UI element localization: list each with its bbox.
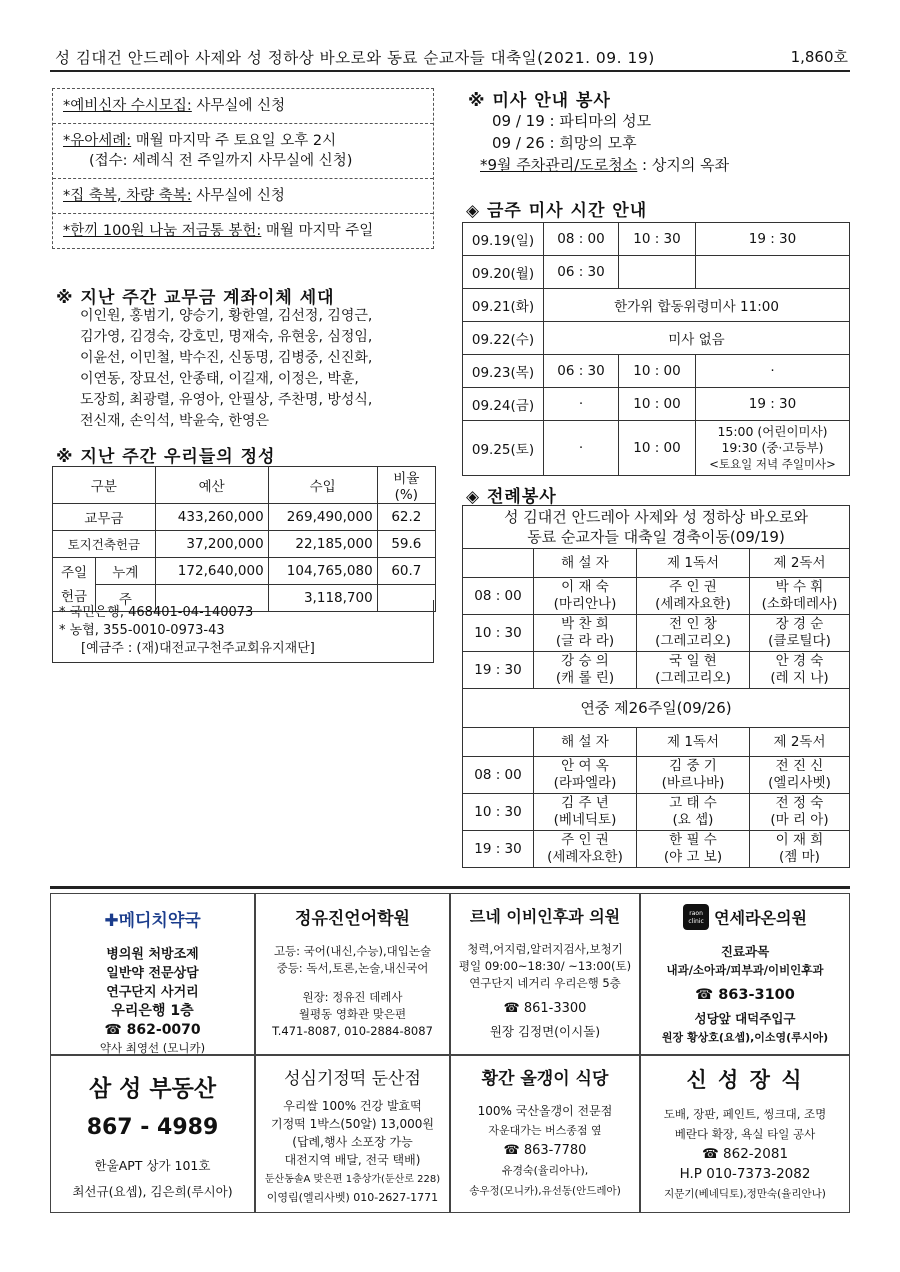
table-row: 09.19(일) 08 : 00 10 : 30 19 : 30 <box>463 223 850 256</box>
bulletin-title: 성 김대건 안드레아 사제와 성 정하상 바오로와 동료 순교자들 대축일(2021. 09. 19) <box>55 49 655 67</box>
table-row: 09.22(수) 미사 없음 <box>463 322 850 355</box>
table-row: 19 : 30 주 인 권 (세례자요한) 한 필 수 (야 고 보) 이 재 희 (젬 마) <box>463 831 850 868</box>
ad-rice-cake: 성심기정떡 둔산점 우리쌀 100% 건강 발효떡 기정떡 1박스(50알) 13,000원 (답례,행사 소포장 가능 대전지역 배달, 전국 택배) 둔산동솔A 맞은편 1층상가(둔산로 228) 이영림(엘리사벳) 010-2627-1771 <box>255 1055 450 1213</box>
table-row: 10 : 30 박 찬 희 (글 라 라) 전 인 창 (그레고리오) 장 경 순 (클로틸다) <box>463 615 850 652</box>
bank-account-notes: * 국민은행, 468401-04-140073 * 농협, 355-0010-0973-43 [예금주 : (재)대전교구천주교회유지재단] <box>52 600 434 663</box>
finance-table: 구분 예산 수입 비율(%) 교무금 433,260,000 269,490,000 62.2 토지건축헌금 37,200,000 22,185,000 59.6 주일 헌금 누계 172,640,000 104,765,080 60.7 주 3,118,700 <box>52 466 436 612</box>
notice-donation: *한끼 100원 나눔 저금통 봉헌: 매월 마지막 주일 <box>63 223 374 239</box>
transfer-title: ※ 지난 주간 교무금 계좌이체 세대 <box>56 288 335 308</box>
ad-language-academy: 정유진언어학원 고등: 국어(내신,수능),대입논술 중등: 독서,토론,논술,내신국어 원장: 정유진 데레사 월평동 영화관 맞은편 T.471-8087, 010-2884-8087 <box>255 893 450 1055</box>
schedule-title: ◈ 금주 미사 시간 안내 <box>466 201 648 221</box>
issue-number: 1,860호 <box>790 48 848 66</box>
table-row: 10 : 30 김 주 년 (베네딕토) 고 태 수 (요 셉) 전 정 숙 (마 리 아) <box>463 794 850 831</box>
table-row: 08 : 00 이 재 숙 (마리안나) 주 인 권 (세례자요한) 박 수 휘 (소화데레사) <box>463 578 850 615</box>
cross-icon: ✚ <box>104 911 119 931</box>
table-row: 주일 헌금 누계 172,640,000 104,765,080 60.7 <box>53 558 436 585</box>
notice-catechumen: *예비신자 수시모집: 사무실에 신청 <box>53 89 433 124</box>
table-row: 19 : 30 강 승 의 (캐 롤 린) 국 일 현 (그레고리오) 안 경 숙 (레 지 나) <box>463 652 850 689</box>
ads-section <box>50 893 850 1215</box>
table-row: 교무금 433,260,000 269,490,000 62.2 <box>53 504 436 531</box>
table-row: 08 : 00 안 여 옥 (라파엘라) 김 중 기 (바르나바) 전 진 신 (엘리사벳) <box>463 757 850 794</box>
table-row: 토지건축헌금 37,200,000 22,185,000 59.6 <box>53 531 436 558</box>
table-row: 09.23(목) 06 : 30 10 : 00 · <box>463 355 850 388</box>
notice-blessing: *집 축복, 차량 축복: 사무실에 신청 <box>53 179 433 214</box>
ad-real-estate: 삼 성 부동산 867 - 4989 한울APT 상가 101호 최선규(요셉), 김은희(루시아) <box>50 1055 255 1213</box>
ad-yonsei-raon-clinic: raon clinic 연세라온의원 진료과목 내과/소아과/피부과/이비인후과 ☎ 863-3100 성당앞 대덕주입구 원장 황상호(요셉),이소영(루시아) <box>640 893 850 1055</box>
transfer-names: 이인원, 홍범기, 양승기, 황한열, 김선정, 김영근, 김가영, 김경숙, 강호민, 명재숙, 유현웅, 심정임, 이윤선, 이민철, 박수진, 신동명, 김병중, 신진화, 이연동, 장묘선, 안종태, 이길재, 이정은, 박훈, 도장희, 최광렬, 유영아, 안필상, 주찬명, 방성식, 전신재, 손익석, 박윤숙, 한영은 <box>80 308 373 429</box>
mass-service-title: ※ 미사 안내 봉사 <box>468 91 611 111</box>
notice-infant-baptism: *유아세례: 매월 마지막 주 토요일 오후 2시 (접수: 세례식 전 주일까지 사무실에 신청) <box>53 124 433 179</box>
table-row: 09.21(화) 한가위 합동위령미사 11:00 <box>463 289 850 322</box>
ad-pharmacy: ✚메디치약국 병의원 처방조제 일반약 전문상담 연구단지 사거리 우리은행 1층 ☎ 862-0070 약사 최영선 (모니카) <box>50 893 255 1055</box>
table-row: 주 3,118,700 <box>53 585 436 612</box>
table-row: 09.20(월) 06 : 30 <box>463 256 850 289</box>
finance-title: ※ 지난 주간 우리들의 정성 <box>56 447 276 467</box>
ads-divider <box>50 886 850 889</box>
ad-ent-clinic: 르네 이비인후과 의원 청력,어지럼,알러지검사,보청기 평일 09:00~18:30/ ~13:00(토) 연구단지 네거리 우리은행 5층 ☎ 861-3300 원장 김정면(이시돌) <box>450 893 640 1055</box>
notice-box <box>52 88 434 249</box>
liturgy-table: 성 김대건 안드레아 사제와 성 정하상 바오로와 동료 순교자들 대축일 경축이동(09/19) 해 설 자 제 1독서 제 2독서 08 : 00 이 재 숙 (마리안나) 주 인 권 (세례자요한) 박 수 휘 (소화데레사) 10 : 30 박 찬 희 (글 라 라) 전 인 창 (그레고리오) 장 경 순 (클로틸다) 19 : 30 강 승 의 (캐 롤 린) 국 일 현 (그레고리오) 안 경 숙 (레 지 나) 연중 제26주일(09/26) 해 설 자 제 1독서 제 2독서 08 : 00 안 여 옥 (라파엘라) 김 중 기 (바르나바) 전 진 신 (엘리사벳) 10 : 30 김 주 년 (베네딕토) 고 태 수 (요 셉) 전 정 숙 (마 리 아) 19 : 30 주 인 권 (세례자요한) 한 필 수 (야 고 보) 이 재 희 (젬 마) <box>462 505 850 868</box>
mass-service-list: 09 / 19 : 파티마의 성모 09 / 26 : 희망의 모후 *9월 주차관리/도로청소 : 상지의 옥좌 <box>480 112 730 174</box>
ad-restaurant: 황간 올갱이 식당 100% 국산올갱이 전문점 자운대가는 버스종점 옆 ☎ 863-7780 유경숙(율리아나), 송우정(모니카),유선동(안드레아) <box>450 1055 640 1213</box>
table-row: 09.25(토) · 10 : 00 15:00 (어린이미사) 19:30 (중·고등부) <토요일 저녁 주일미사> <box>463 421 850 476</box>
ad-interior: 신 성 장 식 도배, 장판, 페인트, 씽크대, 조명 베란다 확장, 욕실 타일 공사 ☎ 862-2081 H.P 010-7373-2082 지문기(베네딕토),정만숙(율리안나) <box>640 1055 850 1213</box>
raon-clinic-logo: raon clinic <box>683 904 709 930</box>
mass-schedule-table <box>462 222 850 476</box>
liturgy-title: ◈ 전례봉사 <box>466 487 557 507</box>
header-divider <box>50 70 850 72</box>
table-row: 09.24(금) · 10 : 00 19 : 30 <box>463 388 850 421</box>
